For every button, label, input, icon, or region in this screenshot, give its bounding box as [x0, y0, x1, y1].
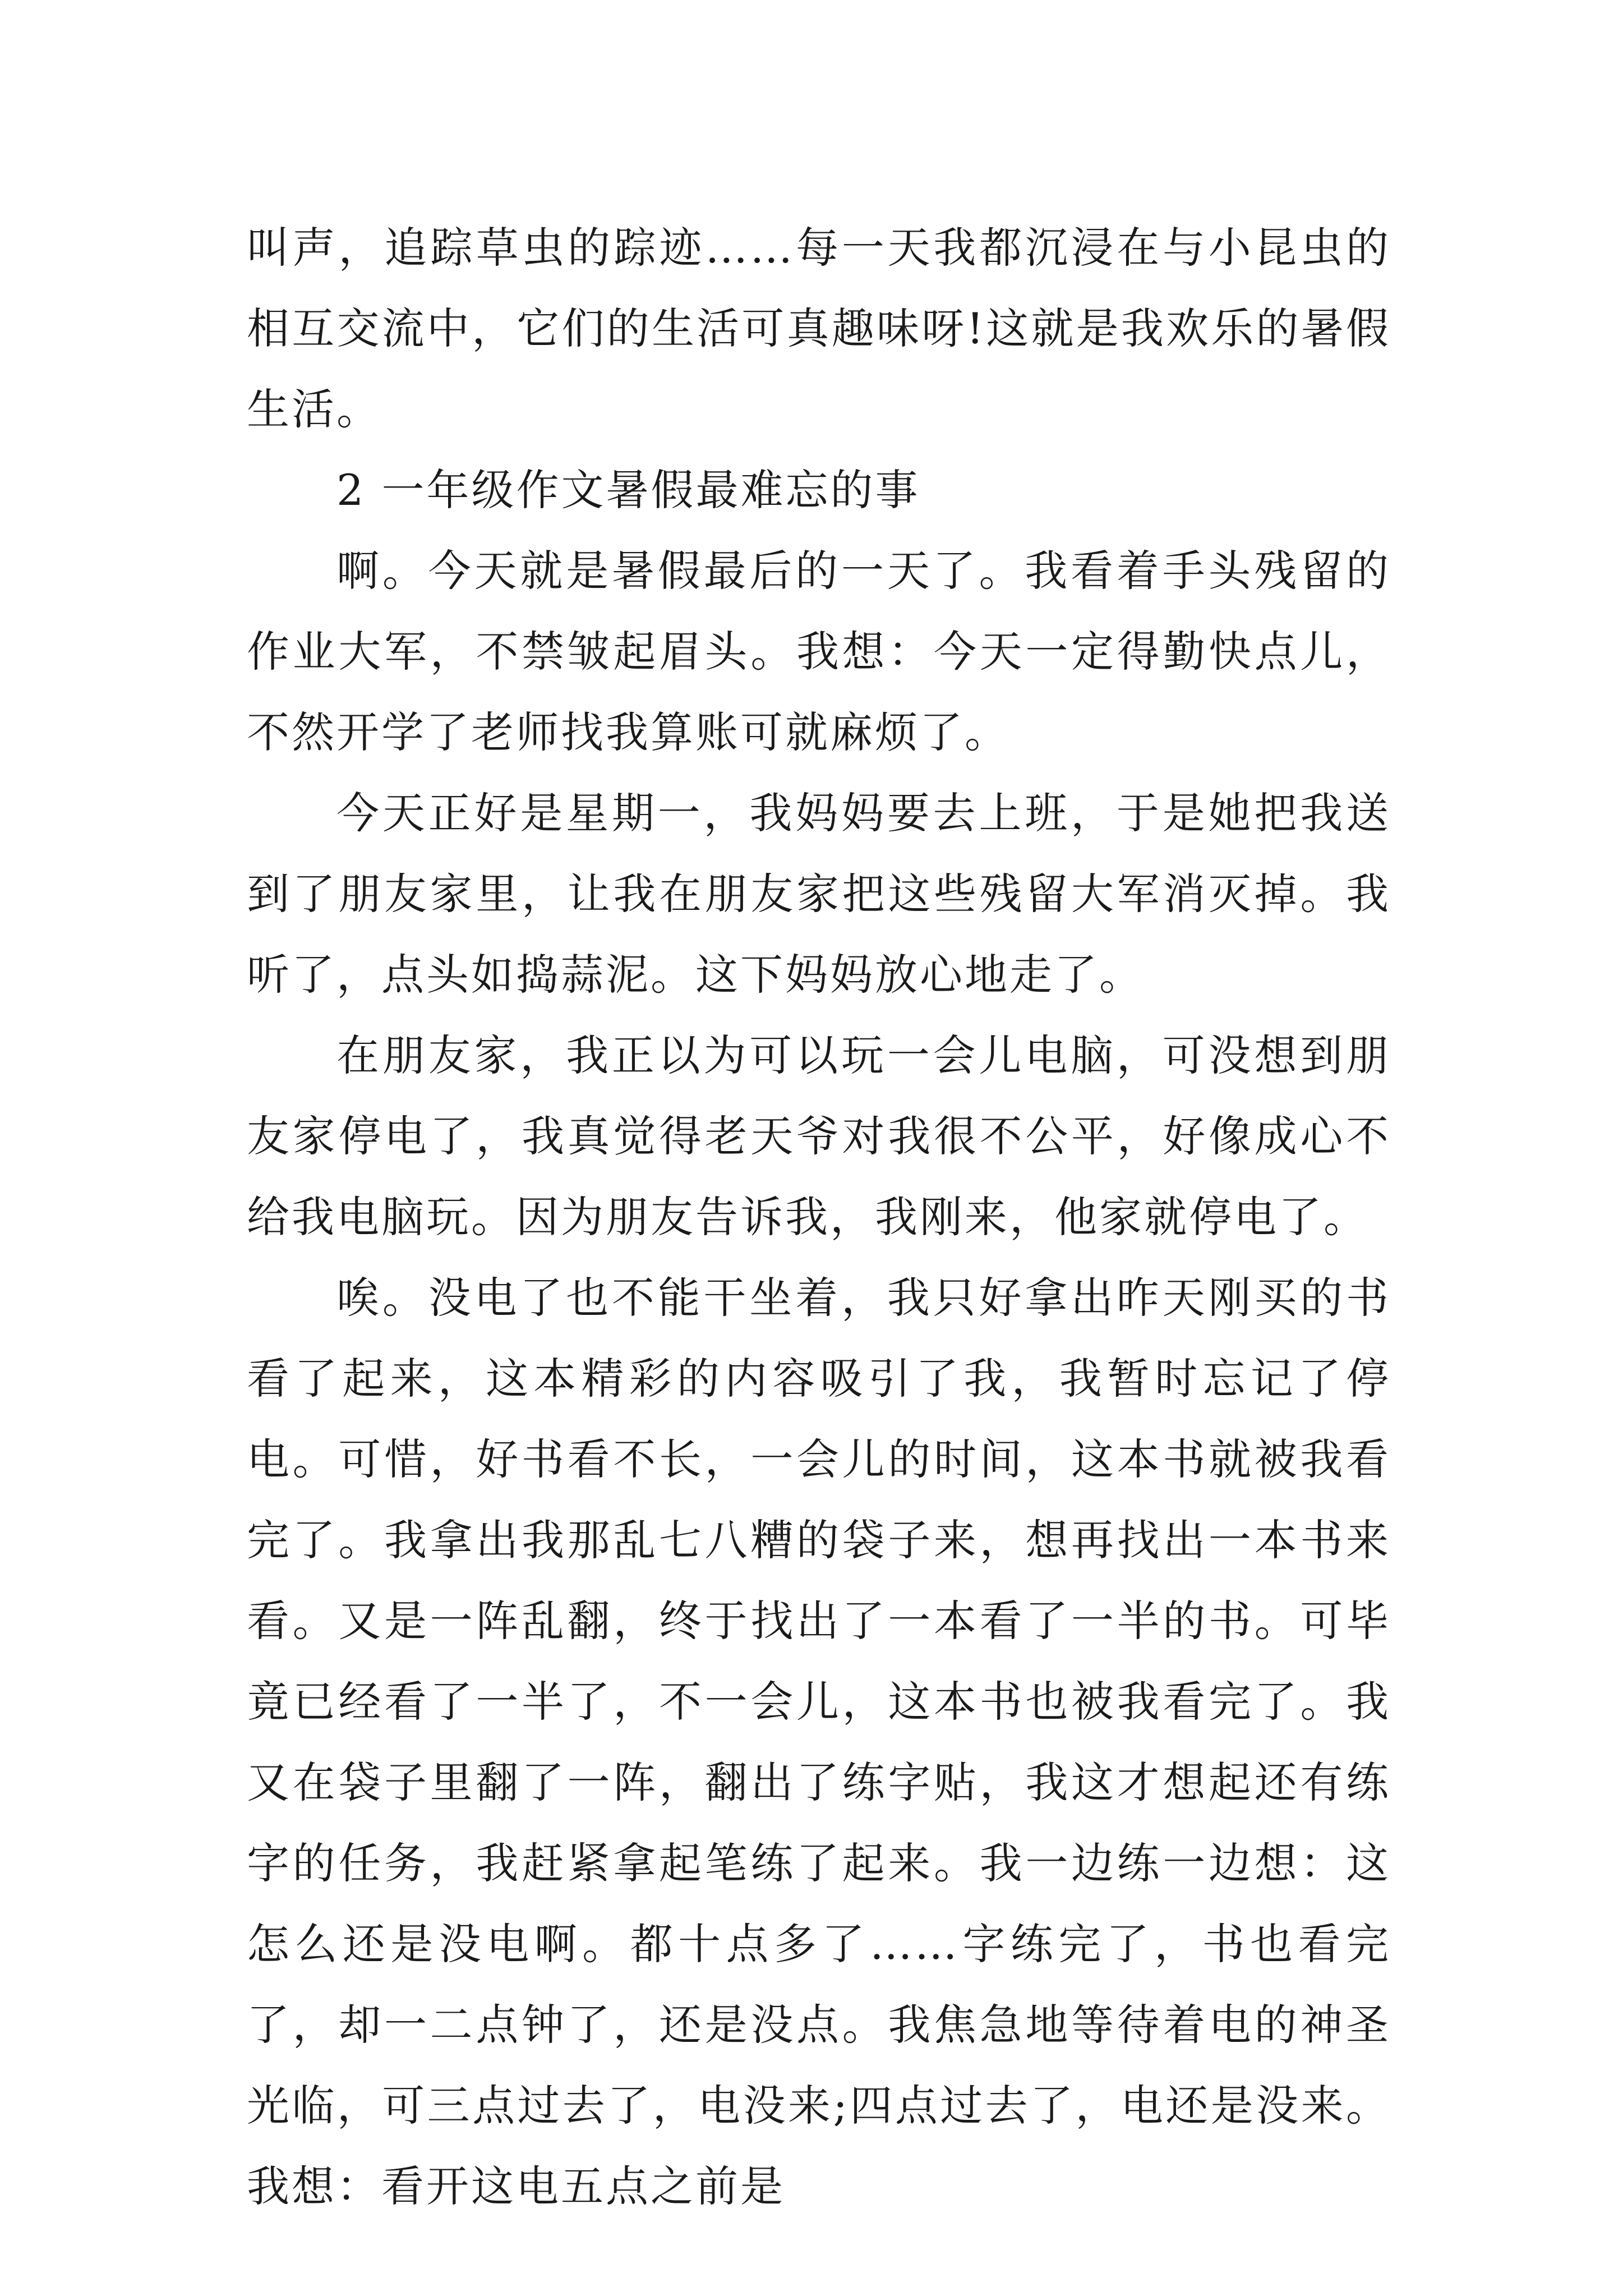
- paragraph: 在朋友家，我正以为可以玩一会儿电脑，可没想到朋友家停电了，我真觉得老天爷对我很不公平，好像成心不给我电脑玩。因为朋友告诉我，我刚来，他家就停电了。: [247, 1030, 1391, 1242]
- document-body: [247, 208, 1391, 2227]
- section-heading: 2 一年级作文暑假最难忘的事: [336, 465, 920, 515]
- paragraph-continuation: 叫声，追踪草虫的踪迹……每一天我都沉浸在与小昆虫的相互交流中，它们的生活可真趣味呀!这就是我欢乐的暑假生活。: [247, 223, 1391, 434]
- paragraph: 啊。今天就是暑假最后的一天了。我看着手头残留的作业大军，不禁皱起眉头。我想：今天一定得勤快点儿，不然开学了老师找我算账可就麻烦了。: [247, 546, 1391, 757]
- paragraph: 唉。没电了也不能干坐着，我只好拿出昨天刚买的书看了起来，这本精彩的内容吸引了我，我暂时忘记了停电。可惜，好书看不长，一会儿的时间，这本书就被我看完了。我拿出我那乱七八糟的袋子来，想再找出一本书来看。又是一阵乱翻，终于找出了一本看了一半的书。可毕竟已经看了一半了，不一会儿，这本书也被我看完了。我又在袋子里翻了一阵，翻出了练字贴，我这才想起还有练字的任务，我赶紧拿起笔练了起来。我一边练一边想：这怎么还是没电啊。都十点多了……字练完了，书也看完了，却一二点钟了，还是没点。我焦急地等待着电的神圣光临，可三点过去了，电没来;四点过去了，电还是没来。我想：看开这电五点之前是: [247, 1273, 1391, 2211]
- paragraph: 今天正好是星期一，我妈妈要去上班，于是她把我送到了朋友家里，让我在朋友家把这些残留大军消灭掉。我听了，点头如捣蒜泥。这下妈妈放心地走了。: [247, 788, 1391, 1000]
